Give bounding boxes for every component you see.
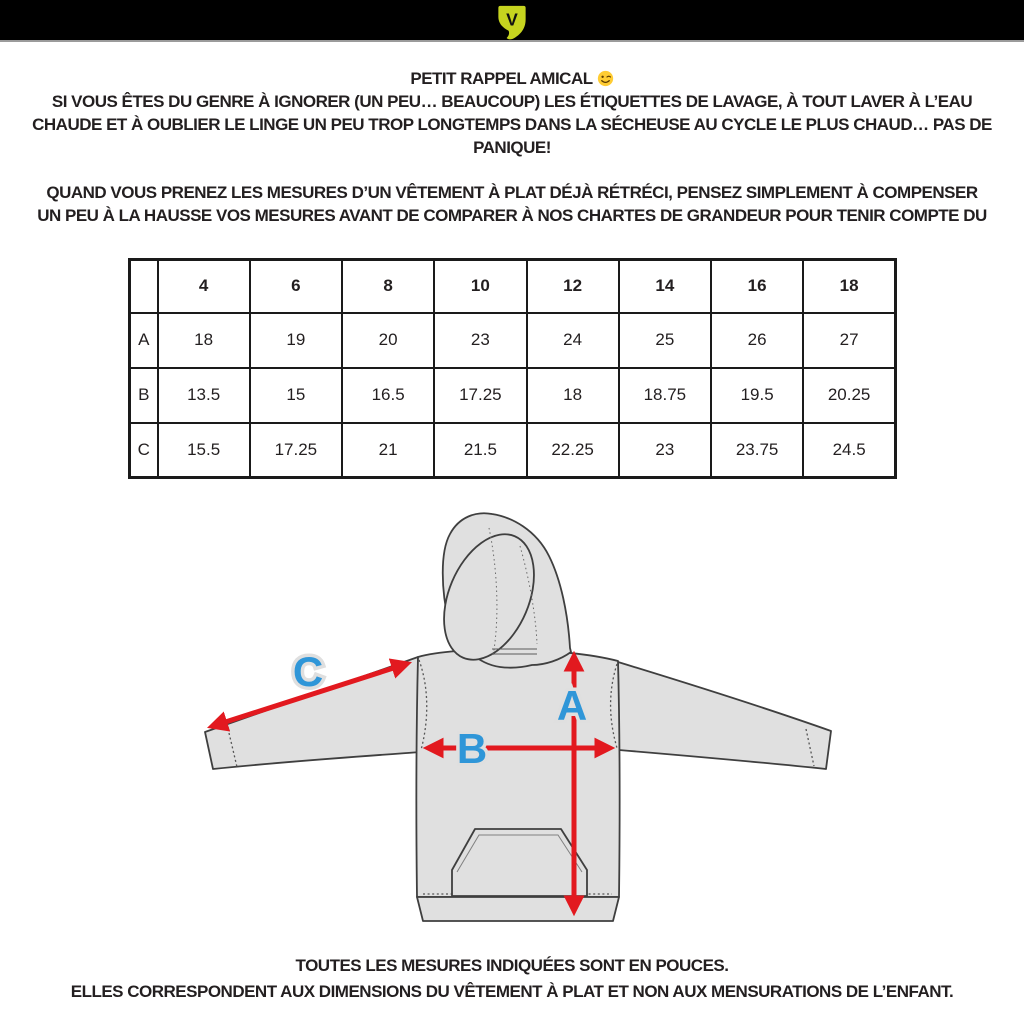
value-cell: 17.25 bbox=[250, 423, 342, 478]
row-label-cell: A bbox=[130, 313, 158, 368]
footer-line: TOUTES LES MESURES INDIQUÉES SONT EN POUCES. bbox=[295, 956, 729, 975]
wink-emoji-icon bbox=[597, 70, 614, 87]
right-sleeve bbox=[618, 662, 831, 769]
header-cell-size: 4 bbox=[158, 260, 250, 313]
header-cell-size: 6 bbox=[250, 260, 342, 313]
kangaroo-pocket bbox=[452, 829, 587, 896]
table-row-b bbox=[130, 368, 896, 423]
row-label-cell: C bbox=[130, 423, 158, 478]
advice-line: QUAND VOUS PRENEZ LES MESURES D’UN VÊTEMENT À PLAT DÉJÀ RÉTRÉCI, PENSEZ SIMPLEMENT À COMPENSER bbox=[46, 183, 978, 202]
value-cell: 20 bbox=[342, 313, 434, 368]
value-cell: 26 bbox=[711, 313, 803, 368]
value-cell: 24 bbox=[527, 313, 619, 368]
size-table-header-row bbox=[130, 260, 896, 313]
intro-line: SI VOUS ÊTES DU GENRE À IGNORER (UN PEU… BEAUCOUP) LES ÉTIQUETTES DE LAVAGE, À TOUT LAVER À L’EAU bbox=[51, 92, 973, 111]
hoodie-measurement-diagram bbox=[170, 500, 860, 960]
value-cell: 21.5 bbox=[434, 423, 526, 478]
value-cell: 17.25 bbox=[434, 368, 526, 423]
intro-title: PETIT RAPPEL AMICAL bbox=[410, 69, 593, 88]
value-cell: 23 bbox=[619, 423, 711, 478]
header-cell-size: 12 bbox=[527, 260, 619, 313]
value-cell: 13.5 bbox=[158, 368, 250, 423]
header-cell-size: 8 bbox=[342, 260, 434, 313]
footer-note bbox=[30, 953, 994, 1005]
header-cell-size: 14 bbox=[619, 260, 711, 313]
intro-title-line bbox=[30, 67, 994, 90]
value-cell: 20.25 bbox=[803, 368, 895, 423]
value-cell: 23 bbox=[434, 313, 526, 368]
brand-logo-letter: V bbox=[506, 8, 518, 29]
header-cell-empty bbox=[130, 260, 158, 313]
advice-paragraph bbox=[30, 181, 994, 227]
value-cell: 19 bbox=[250, 313, 342, 368]
intro-paragraph bbox=[30, 67, 994, 159]
value-cell: 22.25 bbox=[527, 423, 619, 478]
value-cell: 18.75 bbox=[619, 368, 711, 423]
header-cell-size: 18 bbox=[803, 260, 895, 313]
size-table bbox=[128, 258, 897, 479]
advice-line: UN PEU À LA HAUSSE VOS MESURES AVANT DE COMPARER À NOS CHARTES DE GRANDEUR POUR TENIR COMPTE DU bbox=[37, 206, 987, 225]
row-label-cell: B bbox=[130, 368, 158, 423]
value-cell: 25 bbox=[619, 313, 711, 368]
value-cell: 23.75 bbox=[711, 423, 803, 478]
value-cell: 18 bbox=[527, 368, 619, 423]
value-cell: 15 bbox=[250, 368, 342, 423]
value-cell: 19.5 bbox=[711, 368, 803, 423]
footer-line: ELLES CORRESPONDENT AUX DIMENSIONS DU VÊTEMENT À PLAT ET NON AUX MENSURATIONS DE L’ENFANT. bbox=[70, 982, 954, 1001]
intro-line: CHAUDE ET À OUBLIER LE LINGE UN PEU TROP LONGTEMPS DANS LA SÉCHEUSE AU CYCLE LE PLUS CHAUD… PAS DE bbox=[32, 115, 992, 134]
table-row-c bbox=[130, 423, 896, 478]
brand-shield-icon bbox=[496, 3, 528, 40]
measure-label-a: A bbox=[556, 682, 588, 729]
value-cell: 21 bbox=[342, 423, 434, 478]
value-cell: 15.5 bbox=[158, 423, 250, 478]
header-cell-size: 16 bbox=[711, 260, 803, 313]
intro-line: PANIQUE! bbox=[473, 138, 551, 157]
value-cell: 24.5 bbox=[803, 423, 895, 478]
waistband bbox=[417, 897, 619, 921]
value-cell: 27 bbox=[803, 313, 895, 368]
measure-label-c: C bbox=[292, 648, 324, 695]
value-cell: 18 bbox=[158, 313, 250, 368]
header-cell-size: 10 bbox=[434, 260, 526, 313]
value-cell: 16.5 bbox=[342, 368, 434, 423]
measure-label-b: B bbox=[456, 725, 488, 772]
table-row-a bbox=[130, 313, 896, 368]
top-bar bbox=[0, 0, 1024, 42]
